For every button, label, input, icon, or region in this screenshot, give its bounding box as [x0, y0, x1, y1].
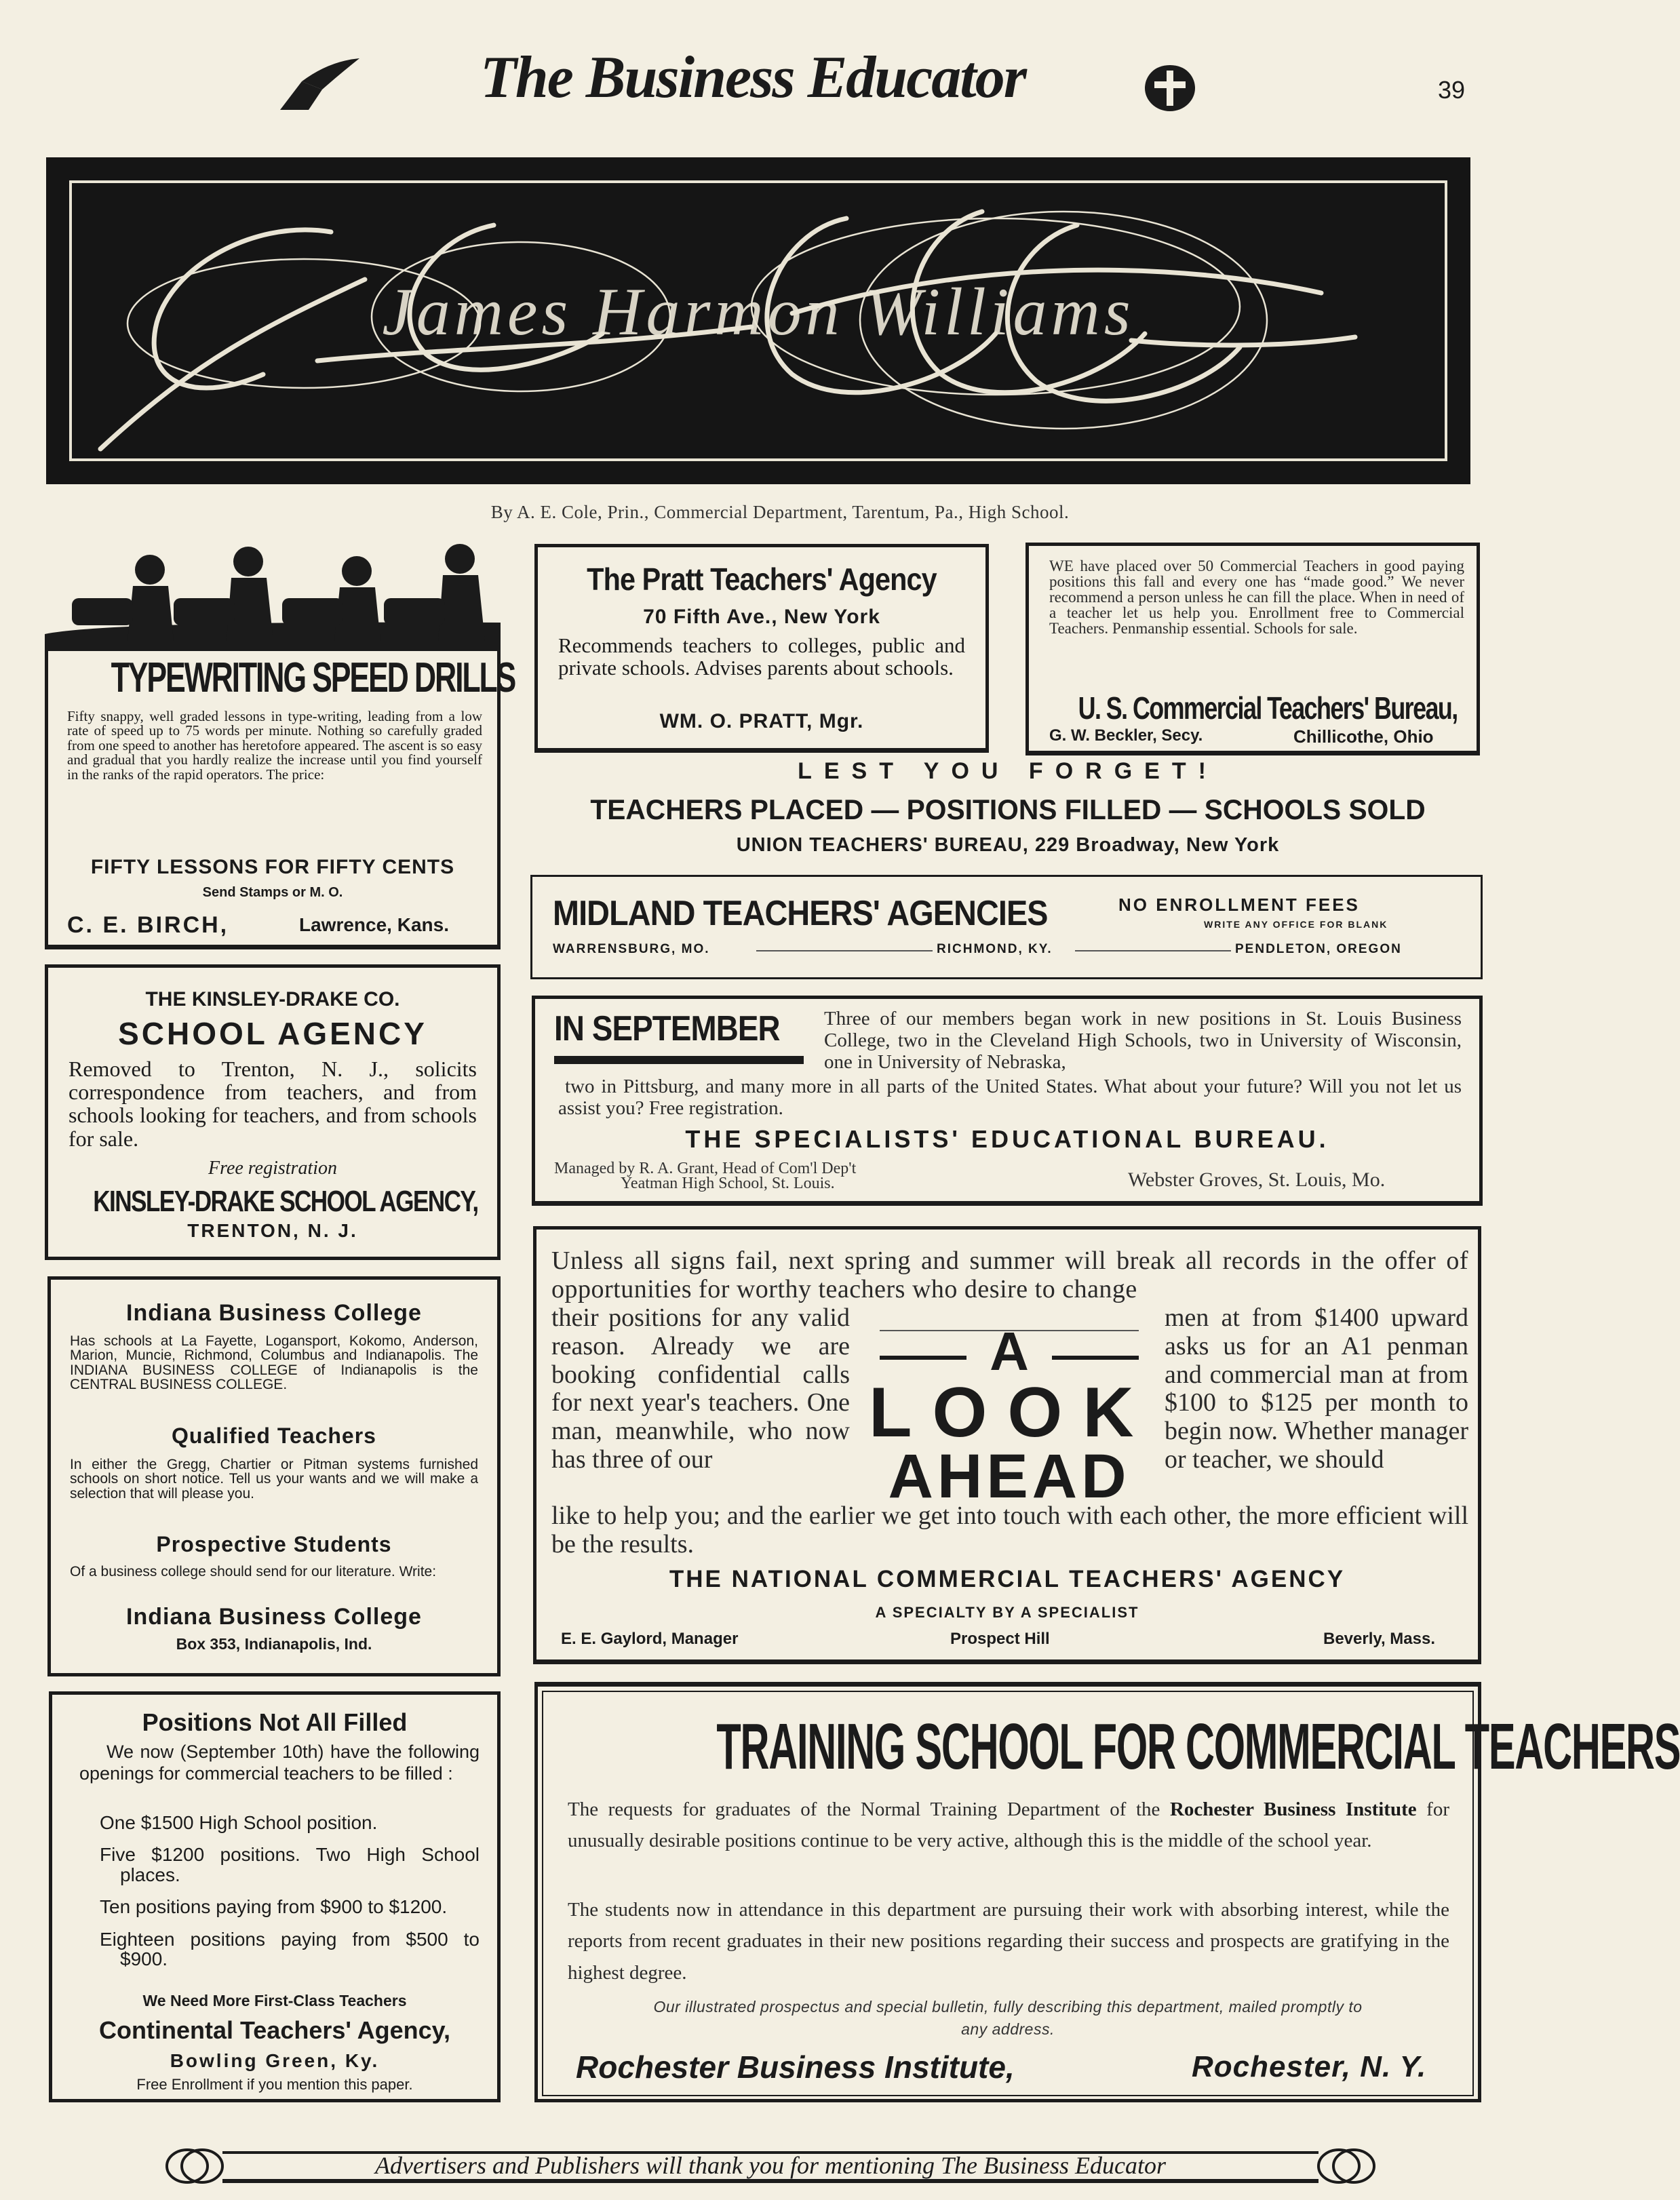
footer-scroll — [160, 2146, 1381, 2186]
birch-title: TYPEWRITING SPEED DRILLS — [111, 654, 515, 701]
indiana-sign: Indiana Business College — [126, 1604, 422, 1630]
list-item: Eighteen positions paying from $500 to $900. — [100, 1928, 480, 1969]
us-bureau-ad — [1025, 543, 1480, 755]
national-hill: Prospect Hill — [950, 1630, 1050, 1648]
national-specialty: A SPECIALTY BY A SPECIALIST — [875, 1604, 1139, 1621]
masthead: The Business Educator — [480, 45, 1025, 111]
signature-text: James Harmon Williams — [382, 274, 1135, 349]
kinsley-title: SCHOOL AGENCY — [118, 1016, 427, 1051]
indiana-box: Box 353, Indianapolis, Ind. — [176, 1635, 372, 1653]
rochester-ad — [534, 1682, 1680, 2102]
national-left: their positions for any valid reason. Already we are booking confidential calls for next year's teachers. One man, meanwhile, who now has three of our — [551, 1303, 850, 1474]
us-bureau-secy: G. W. Beckler, Secy. — [1049, 726, 1203, 745]
union-line: TEACHERS PLACED — POSITIONS FILLED — SCHOOLS SOLD — [590, 793, 1426, 825]
continental-intro: We now (September 10th) have the following openings for commercial teachers to be filled : — [79, 1742, 480, 1784]
us-bureau-body: WE have placed over 50 Commercial Teachers in good paying positions this fall and every one has “made good.” We never recommend a person unless he can fill the place. When in need of a teacher let us help you. Enrollment free to Commercial Teachers. Penmanship essential. Schools for sale. — [1049, 557, 1464, 637]
midland-ad — [530, 875, 1483, 979]
birch-ad — [45, 651, 515, 949]
national-big-look: LOOK — [869, 1373, 1154, 1452]
pratt-address: 70 Fifth Ave., New York — [643, 606, 880, 628]
list-item: Ten positions paying from $900 to $1200. — [100, 1896, 448, 1918]
rochester-name: Rochester Business Institute, — [576, 2049, 1015, 2085]
rochester-title: TRAINING SCHOOL FOR COMMERCIAL TEACHERS — [716, 1710, 1680, 1783]
continental-list — [79, 1813, 480, 1969]
pratt-body: Recommends teachers to colleges, public and private schools. Advises parents about schools. — [558, 633, 965, 680]
pratt-title: The Pratt Teachers' Agency — [587, 562, 937, 597]
midland-write: WRITE ANY OFFICE FOR BLANK — [1204, 919, 1388, 930]
kinsley-name: KINSLEY-DRAKE SCHOOL AGENCY, — [93, 1185, 478, 1218]
national-rule-left — [880, 1356, 966, 1360]
continental-title: Positions Not All Filled — [142, 1708, 408, 1736]
national-rule-right — [1052, 1356, 1139, 1360]
specialists-ad — [532, 996, 1483, 1206]
birch-price: FIFTY LESSONS FOR FIFTY CENTS — [90, 856, 455, 878]
birch-body: Fifty snappy, well graded lessons in type-writing, leading from a low rate of speed up to 75 words per minute. Nothing so carefully graded from one speed to another has heretofore appeared. The ascent is so easy and gradual that you hardly realize the increase until you find yourself in the ranks of the rapid operators. The price: — [67, 708, 482, 783]
midland-city2: RICHMOND, KY. — [937, 942, 1053, 956]
pratt-ad — [534, 544, 989, 753]
union-address: UNION TEACHERS' BUREAU, 229 Broadway, New York — [736, 834, 1280, 856]
national-city: Beverly, Mass. — [1323, 1630, 1435, 1648]
specialists-rule — [554, 1056, 804, 1064]
rochester-p1-c: for unusually desirable positions continue to be very active, although this is the middle of the school year. — [568, 1799, 1449, 1852]
indiana-students-heading: Prospective Students — [156, 1532, 392, 1556]
union-headline: LEST YOU FORGET! — [798, 758, 1218, 784]
continental-city: Bowling Green, Ky. — [170, 2050, 380, 2071]
midland-divider-2 — [1075, 950, 1231, 951]
signature-banner — [46, 157, 1470, 484]
quill-emblem — [275, 54, 363, 115]
national-top: Unless all signs fail, next spring and summer will break all records in the offer of opportunities for worthy teachers who desire to change — [551, 1246, 1468, 1303]
specialists-body2: two in Pittsburg, and many more in all parts of the United States. What about your future? Will you not let us assist you? Free registration. — [558, 1076, 1462, 1119]
national-big-ahead: AHEAD — [888, 1442, 1131, 1511]
midland-fees: NO ENROLLMENT FEES — [1118, 895, 1360, 915]
rochester-p1-a: The requests for graduates of the Normal Training Department of the — [568, 1799, 1160, 1820]
page-number: 39 — [1438, 76, 1466, 104]
national-right: men at from $1400 upward asks us for an A1 penman and commercial man at from $100 to $125 per month to begin now. Whether manager or teacher, we should — [1165, 1303, 1468, 1474]
kinsley-free: Free registration — [208, 1158, 337, 1179]
kinsley-ad — [45, 964, 501, 1260]
kinsley-city: TRENTON, N. J. — [187, 1220, 358, 1241]
national-bottom: like to help you; and the earlier we get into touch with each other, the more efficient will be the results. — [551, 1501, 1468, 1558]
birch-stamps: Send Stamps or M. O. — [202, 885, 343, 900]
us-bureau-name: U. S. Commercial Teachers' Bureau, — [1078, 690, 1458, 726]
indiana-students: Of a business college should send for our literature. Write: — [70, 1564, 437, 1579]
footer-text: Advertisers and Publishers will thank you for mentioning The Business Educator — [375, 2152, 1166, 2179]
seal-emblem — [1139, 61, 1200, 115]
list-item: One $1500 High School position. — [100, 1812, 378, 1833]
rochester-p1-b: Rochester Business Institute — [1169, 1799, 1417, 1820]
specialists-managed: Managed by R. A. Grant, Head of Com'l Dep't — [554, 1160, 857, 1177]
continental-ad — [49, 1691, 501, 2102]
birch-name: C. E. BIRCH, — [67, 912, 229, 938]
midland-city1: WARRENSBURG, MO. — [553, 942, 710, 956]
specialists-body1: Three of our members began work in new positions in St. Louis Business College, two in the Cleveland High Schools, two in University of Wisconsin, one in University of Nebraska, — [824, 1008, 1462, 1073]
specialists-name: THE SPECIALISTS' EDUCATIONAL BUREAU. — [685, 1125, 1329, 1153]
indiana-teachers-heading: Qualified Teachers — [172, 1423, 376, 1448]
rochester-note: Our illustrated prospectus and special bulletin, fully describing this department, mailed promptly to any address. — [653, 1998, 1363, 2039]
continental-free: Free Enrollment if you mention this paper. — [136, 2076, 413, 2093]
national-ad — [533, 1226, 1481, 1664]
indiana-ad — [47, 1276, 501, 1676]
banner-credit: By A. E. Cole, Prin., Commercial Department, Tarentum, Pa., High School. — [490, 502, 1070, 522]
national-big-a: A — [990, 1321, 1029, 1381]
typists-illustration — [45, 543, 501, 651]
pratt-manager: WM. O. PRATT, Mgr. — [659, 710, 864, 732]
birch-city: Lawrence, Kans. — [299, 914, 449, 935]
specialists-lead: IN SEPTEMBER — [554, 1009, 780, 1048]
indiana-title: Indiana Business College — [126, 1300, 422, 1326]
us-bureau-city: Chillicothe, Ohio — [1293, 726, 1434, 747]
kinsley-body: Removed to Trenton, N. J., solicits correspondence from teachers, and from schools looking for teachers, and from schools for sale. — [69, 1057, 477, 1151]
national-manager: E. E. Gaylord, Manager — [561, 1630, 739, 1648]
rochester-p1 — [568, 1794, 1449, 1857]
midland-divider-1 — [756, 950, 933, 951]
midland-title: MIDLAND TEACHERS' AGENCIES — [553, 894, 1048, 933]
indiana-schools: Has schools at La Fayette, Logansport, Kokomo, Anderson, Marion, Muncie, Richmond, Columbus and Indianapolis. The INDIANA BUSINESS COLLEGE of Indianapolis is the CENTRAL BUSINESS COLLEGE. — [70, 1333, 478, 1393]
indiana-teachers: In either the Gregg, Chartier or Pitman systems furnished schools on short notice. Tell us your wants and we will make a selection that will please you. — [70, 1457, 478, 1501]
list-item: Five $1200 positions. Two High School places. — [100, 1844, 480, 1885]
rochester-city: Rochester, N. Y. — [1192, 2050, 1427, 2083]
specialists-managed2: Yeatman High School, St. Louis. — [621, 1175, 835, 1192]
midland-city3: PENDLETON, OREGON — [1235, 942, 1402, 956]
national-name: THE NATIONAL COMMERCIAL TEACHERS' AGENCY — [669, 1566, 1346, 1592]
kinsley-company: THE KINSLEY-DRAKE CO. — [145, 988, 400, 1010]
continental-need: We Need More First-Class Teachers — [142, 1992, 407, 2009]
continental-name: Continental Teachers' Agency, — [98, 2016, 450, 2044]
specialists-city: Webster Groves, St. Louis, Mo. — [1128, 1168, 1386, 1191]
rochester-p2: The students now in attendance in this department are pursuing their work with absorbing interest, while the reports from recent graduates in their new positions regarding their success and prospects are gratifying in the highest degree. — [568, 1899, 1449, 1984]
